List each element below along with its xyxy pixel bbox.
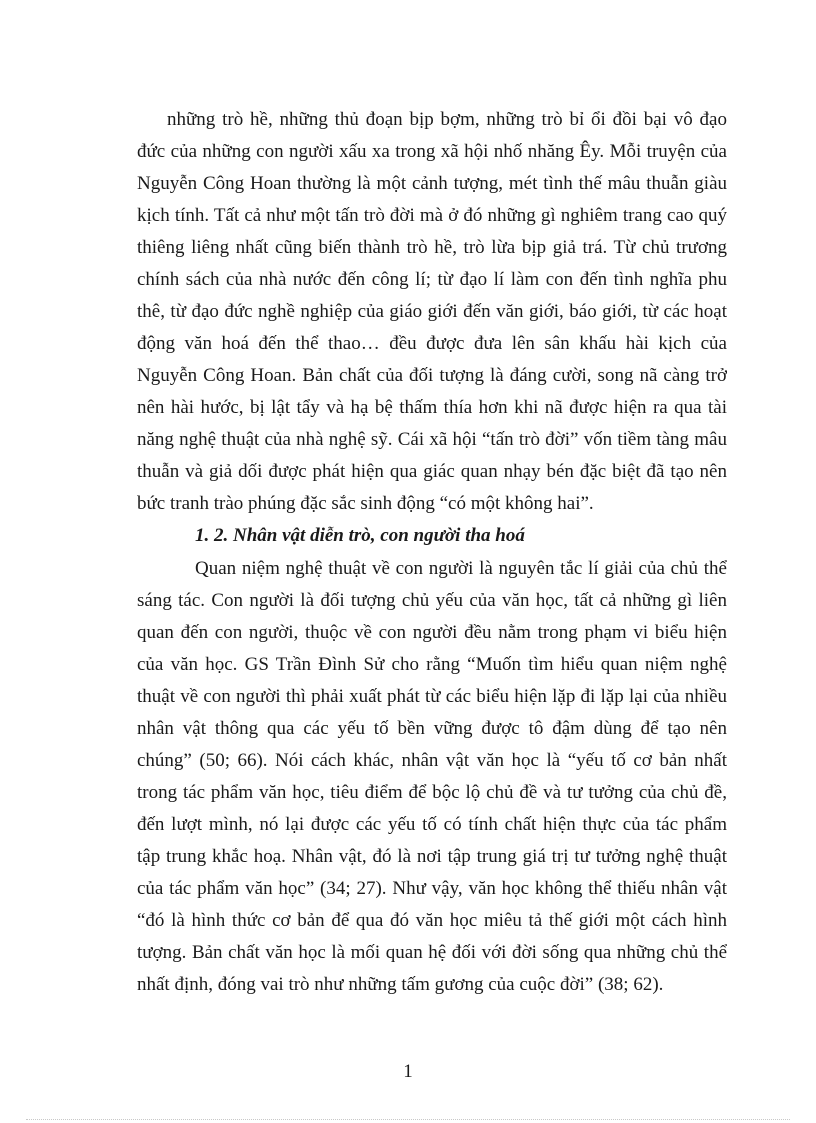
text-line: sáng tác. Con người là đối tượng chủ yếu của văn học, tất cả những gì liên [137,590,727,611]
text-line: bức tranh trào phúng đặc sắc sinh động “có một không hai”. [137,493,594,514]
text-line: chúng” (50; 66). Nói cách khác, nhân vật văn học là “yếu tố cơ bản nhất [137,750,727,771]
text-line: Quan niệm nghệ thuật về con người là nguyên tắc lí giải của chủ thể [195,558,727,579]
text-line: nên hài hước, bị lật tẩy và hạ bệ thấm thía hơn khi nã được hiện ra qua tài [137,397,727,418]
section-heading: 1. 2. Nhân vật diễn trò, con người tha hoá [195,525,525,546]
text-line: thuẫn và giả dối được phát hiện qua giác quan nhạy bén đặc biệt đã tạo nên [137,461,727,482]
text-line: những trò hề, những thủ đoạn bịp bợm, những trò bỉ ổi đồi bại vô đạo [167,109,727,130]
text-line: Nguyễn Công Hoan thường là một cảnh tượng, mét tình thế mâu thuẫn giàu [137,173,727,194]
text-line: đức của những con người xấu xa trong xã hội nhố nhăng Êy. Mỗi truyện của [137,141,727,162]
text-line: kịch tính. Tất cả như một tấn trò đời mà ở đó những gì nghiêm trang cao quý [137,205,727,226]
text-line: trong tác phẩm văn học, tiêu điểm để bộc lộ chủ đề và tư tưởng của chủ đề, [137,782,727,803]
text-line: thuật về con người thì phải xuất phát từ các biểu hiện lặp đi lặp lại của nhiều [137,686,727,707]
text-line: nhất định, đóng vai trò như những tấm gương của cuộc đời” (38; 62). [137,974,664,995]
text-line: của văn học. GS Trần Đình Sử cho rằng “Muốn tìm hiểu quan niệm nghệ [137,654,727,675]
text-line: đến lượt mình, nó lại được các yếu tố có tính chất hiện thực của tác phẩm [137,814,727,835]
text-line: quan đến con người, thuộc về con người đều nằm trong phạm vi biểu hiện [137,622,727,643]
page-number: 1 [403,1061,413,1082]
text-line: động văn hoá đến thể thao… đều được đưa lên sân khấu hài kịch của [137,333,727,354]
text-line: chính sách của nhà nước đến công lí; từ đạo lí làm con đến tình nghĩa phu [137,269,727,290]
text-line: năng nghệ thuật của nhà nghệ sỹ. Cái xã hội “tấn trò đời” vốn tiềm tàng mâu [137,429,727,450]
text-line: của tác phẩm văn học” (34; 27). Như vậy, văn học không thể thiếu nhân vật [137,878,727,899]
page-bottom-border [26,1119,790,1120]
text-line: “đó là hình thức cơ bản để qua đó văn học miêu tả thế giới một cách hình [137,910,727,931]
text-line: tập trung khắc hoạ. Nhân vật, đó là nơi tập trung giá trị tư tưởng nghệ thuật [137,846,727,867]
text-line: Nguyễn Công Hoan. Bản chất của đối tượng là đáng cười, song nã càng trở [137,365,727,386]
text-line: thiêng liêng nhất cũng biến thành trò hề, trò lừa bịp giả trá. Từ chủ trương [137,237,727,258]
text-line: thê, từ đạo đức nghề nghiệp của giáo giới đến văn giới, báo giới, từ các hoạt [137,301,727,322]
text-line: nhân vật thông qua các yếu tố bền vững được tô đậm dùng để tạo nên [137,718,727,739]
text-line: tượng. Bản chất văn học là mối quan hệ đối với đời sống qua những chủ thể [137,942,727,963]
